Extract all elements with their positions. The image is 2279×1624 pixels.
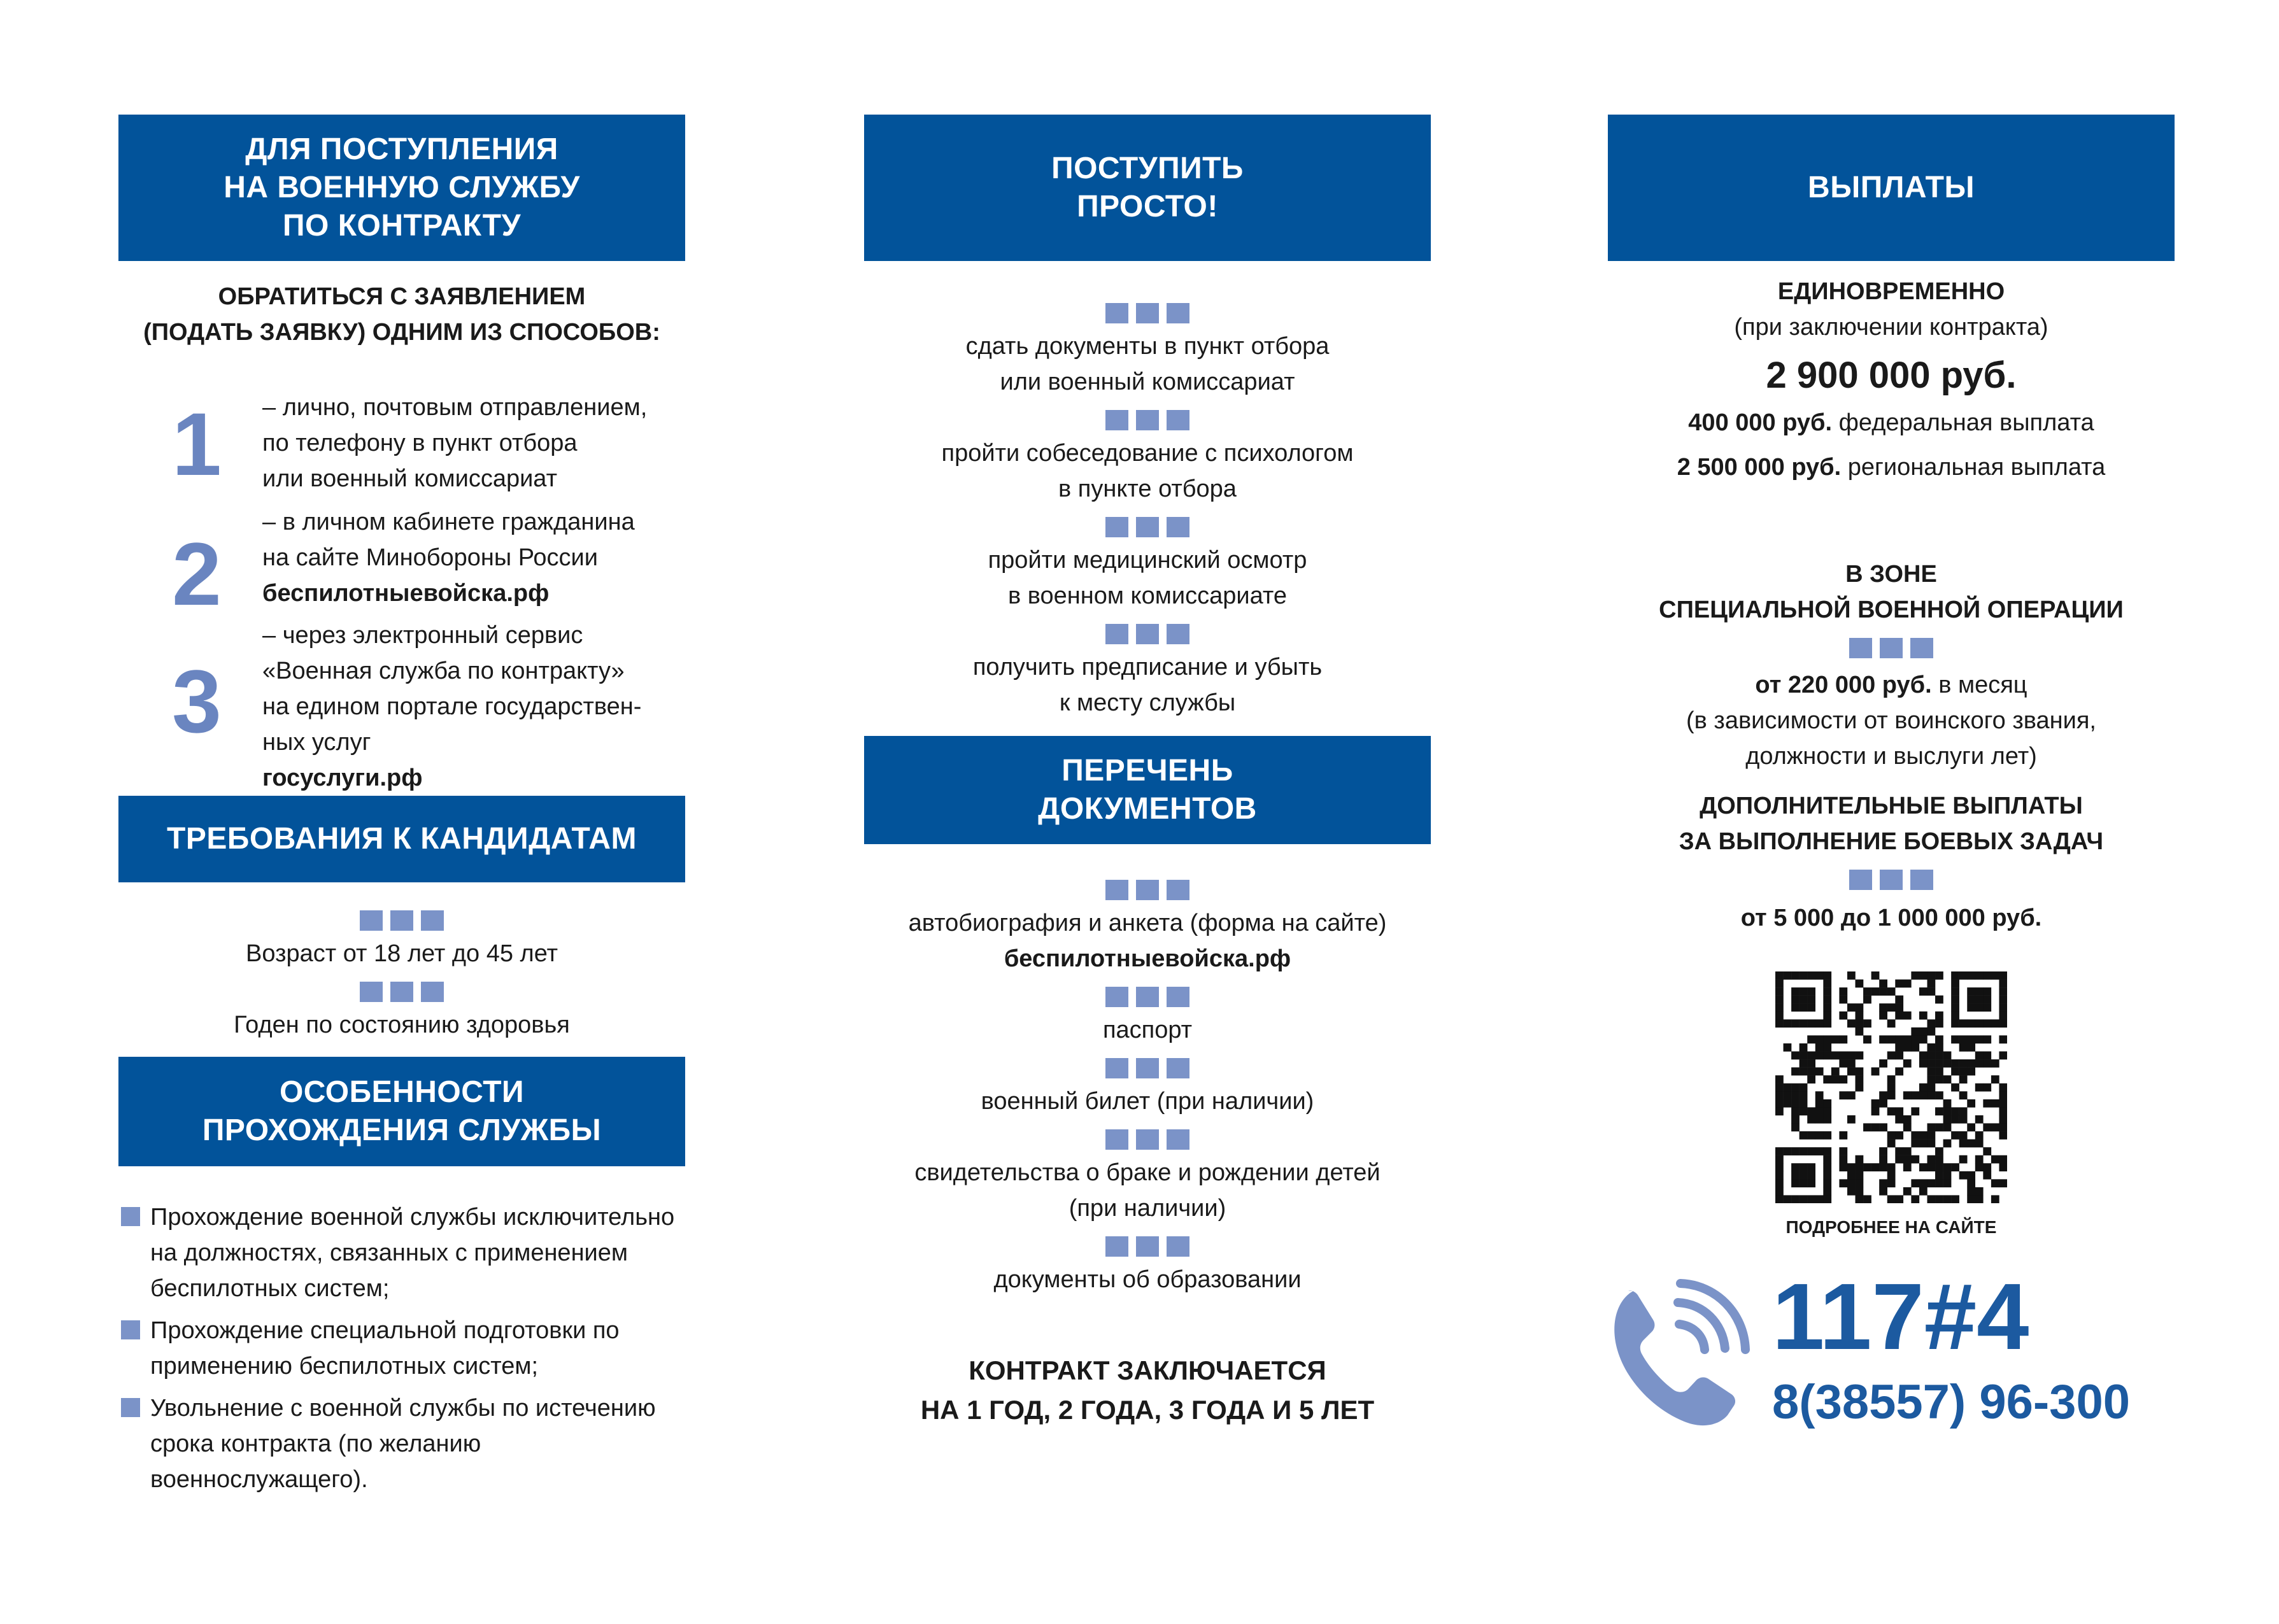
way-item (118, 618, 685, 791)
document-text: (при наличии) (1069, 1195, 1226, 1222)
contract-duration (864, 1351, 1431, 1430)
column-steps (864, 115, 1431, 1430)
bullet-square-icon (121, 1320, 140, 1339)
feature-text: применению беспилотных систем; (150, 1353, 539, 1380)
regional-amount: 2 500 000 руб. (1677, 454, 1842, 481)
svo-payments (1608, 556, 2175, 936)
steps-list (864, 303, 1431, 721)
feature-text: Прохождение специальной подготовки по (150, 1317, 620, 1344)
regional-label: региональная выплата (1841, 454, 2106, 481)
square-dots-icon (1608, 638, 2175, 658)
federal-payment (1608, 405, 2175, 441)
monthly-payment (1608, 667, 2175, 703)
header-line: ВЫПЛАТЫ (1808, 171, 1975, 204)
bullet-square-icon (121, 1398, 140, 1417)
feature-text: срока контракта (по желанию военнослужащего). (150, 1430, 481, 1493)
intro-line: ОБРАТИТЬСЯ С ЗАЯВЛЕНИЕМ (218, 283, 586, 310)
header-service-features (118, 1057, 685, 1166)
short-number[interactable]: 117#4 (1772, 1264, 2029, 1369)
square-dots-icon (1608, 870, 2175, 890)
qr-code-icon[interactable] (1775, 971, 2007, 1203)
way-item (118, 390, 685, 504)
way-number: 2 (172, 524, 222, 624)
monthly-amount: от 220 000 руб. (1755, 672, 1932, 698)
federal-label: федеральная выплата (1832, 409, 2094, 436)
documents-list (864, 880, 1431, 1297)
step-text: пройти собеседование с психологом (941, 440, 1354, 467)
feature-text: Увольнение с военной службы по истечению (150, 1395, 656, 1422)
step-item (864, 435, 1431, 507)
document-item: документы об образовании (993, 1266, 1302, 1293)
step-text: получить предписание и убыть (972, 654, 1323, 681)
document-text: свидетельства о браке и рождении детей (914, 1159, 1381, 1186)
extra-title: ДОПОЛНИТЕЛЬНЫЕ ВЫПЛАТЫ (1700, 793, 2083, 819)
way-text: – через электронный сервис (262, 622, 583, 649)
contact-block (1608, 1264, 2175, 1444)
square-dots-icon (864, 1058, 1431, 1078)
step-item (864, 328, 1431, 400)
feature-item (118, 1313, 685, 1384)
bullet-square-icon (121, 1207, 140, 1226)
square-dots-icon (118, 982, 685, 1002)
header-line: НА ВОЕННУЮ СЛУЖБУ (224, 171, 580, 204)
header-line: ПОСТУПИТЬ (1051, 152, 1244, 185)
square-dots-icon (864, 303, 1431, 323)
header-payments (1608, 115, 2175, 261)
column-admission (118, 115, 685, 1504)
header-line: ПЕРЕЧЕНЬ (1061, 754, 1233, 787)
contract-line: НА 1 ГОД, 2 ГОДА, 3 ГОДА И 5 ЛЕТ (920, 1395, 1375, 1425)
one-time-title: ЕДИНОВРЕМЕННО (1777, 278, 2005, 305)
header-admission (118, 115, 685, 261)
contract-line: КОНТРАКТ ЗАКЛЮЧАЕТСЯ (969, 1355, 1326, 1385)
header-line: ДОКУМЕНТОВ (1038, 792, 1257, 826)
step-text: пройти медицинский осмотр (988, 547, 1307, 574)
header-line: ПРОСТО! (1077, 190, 1218, 223)
requirement-health: Годен по состоянию здоровья (234, 1012, 570, 1038)
square-dots-icon (864, 987, 1431, 1007)
square-dots-icon (118, 910, 685, 931)
header-line: ПРОХОЖДЕНИЯ СЛУЖБЫ (202, 1113, 602, 1147)
way-text: – в личном кабинете гражданина (262, 509, 635, 535)
intro-line: (ПОДАТЬ ЗАЯВКУ) ОДНИМ ИЗ СПОСОБОВ: (143, 319, 660, 346)
header-line: ПО КОНТРАКТУ (283, 209, 521, 243)
header-requirements (118, 796, 685, 882)
requirements-list (118, 910, 685, 1043)
square-dots-icon (864, 410, 1431, 430)
way-number: 3 (172, 651, 222, 751)
zone-title: СПЕЦИАЛЬНОЙ ВОЕННОЙ ОПЕРАЦИИ (1659, 597, 2124, 623)
extra-amount: от 5 000 до 1 000 000 руб. (1740, 905, 2042, 931)
apply-intro (118, 279, 685, 350)
zone-title: В ЗОНЕ (1845, 561, 1937, 588)
way-text: «Военная служба по контракту» (262, 658, 625, 684)
qr-block (1608, 971, 2175, 1240)
square-dots-icon (864, 1129, 1431, 1150)
way-text: – лично, почтовым отправлением, (262, 394, 648, 421)
qr-caption: ПОДРОБНЕЕ НА САЙТЕ (1786, 1217, 1997, 1237)
column-payments (1608, 115, 2175, 1444)
header-line: ОСОБЕННОСТИ (279, 1075, 525, 1109)
monthly-note: (в зависимости от воинского звания, (1686, 707, 2096, 734)
document-item (864, 1155, 1431, 1226)
one-time-note: (при заключении контракта) (1734, 314, 2048, 341)
features-list (118, 1199, 685, 1497)
square-dots-icon (864, 517, 1431, 537)
feature-item (118, 1199, 685, 1306)
site-link[interactable]: беспилотныевойска.рф (262, 580, 550, 607)
document-item: военный билет (при наличии) (981, 1088, 1314, 1115)
monthly-note: должности и выслуги лет) (1745, 743, 2037, 770)
regional-payment (1608, 449, 2175, 485)
document-item (864, 905, 1431, 977)
way-text: ных услуг (262, 729, 371, 756)
phone-number[interactable]: 8(38557) 96-300 (1772, 1375, 2130, 1429)
gosuslugi-link[interactable]: госуслуги.рф (262, 765, 423, 791)
way-text: по телефону в пункт отбора (262, 430, 578, 456)
document-text: автобиография и анкета (форма на сайте) (908, 910, 1387, 936)
way-text: на сайте Минобороны России (262, 544, 598, 571)
step-item (864, 542, 1431, 614)
one-time-sum: 2 900 000 руб. (1766, 355, 2017, 396)
step-text: сдать документы в пункт отбора (965, 333, 1330, 360)
way-item (118, 504, 685, 624)
way-text: или военный комиссариат (262, 465, 558, 492)
federal-amount: 400 000 руб. (1688, 409, 1833, 436)
requirement-age: Возраст от 18 лет до 45 лет (246, 940, 558, 967)
step-item (864, 649, 1431, 721)
header-easy (864, 115, 1431, 261)
site-link[interactable]: беспилотныевойска.рф (1004, 945, 1291, 972)
step-text: к месту службы (1059, 689, 1236, 716)
way-number: 1 (172, 394, 222, 494)
feature-item (118, 1390, 685, 1497)
monthly-label: в месяц (1931, 672, 2027, 698)
feature-text: на должностях, связанных с применением (150, 1239, 628, 1266)
square-dots-icon (864, 880, 1431, 900)
step-text: в военном комиссариате (1007, 583, 1287, 609)
header-documents (864, 736, 1431, 844)
feature-text: беспилотных систем; (150, 1275, 390, 1302)
square-dots-icon (864, 624, 1431, 644)
document-item: паспорт (1102, 1017, 1193, 1043)
phone-handset-icon (1608, 1278, 1754, 1431)
way-text: на едином портале государствен- (262, 693, 642, 720)
feature-text: Прохождение военной службы исключительно (150, 1204, 675, 1231)
header-line: ТРЕБОВАНИЯ К КАНДИДАТАМ (167, 822, 637, 856)
step-text: или военный комиссариат (1000, 369, 1295, 395)
one-time-payment (1608, 274, 2175, 485)
step-text: в пункте отбора (1058, 476, 1237, 502)
application-ways (118, 390, 685, 791)
header-line: ДЛЯ ПОСТУПЛЕНИЯ (245, 132, 558, 166)
extra-title: ЗА ВЫПОЛНЕНИЕ БОЕВЫХ ЗАДАЧ (1679, 828, 2104, 855)
square-dots-icon (864, 1236, 1431, 1257)
